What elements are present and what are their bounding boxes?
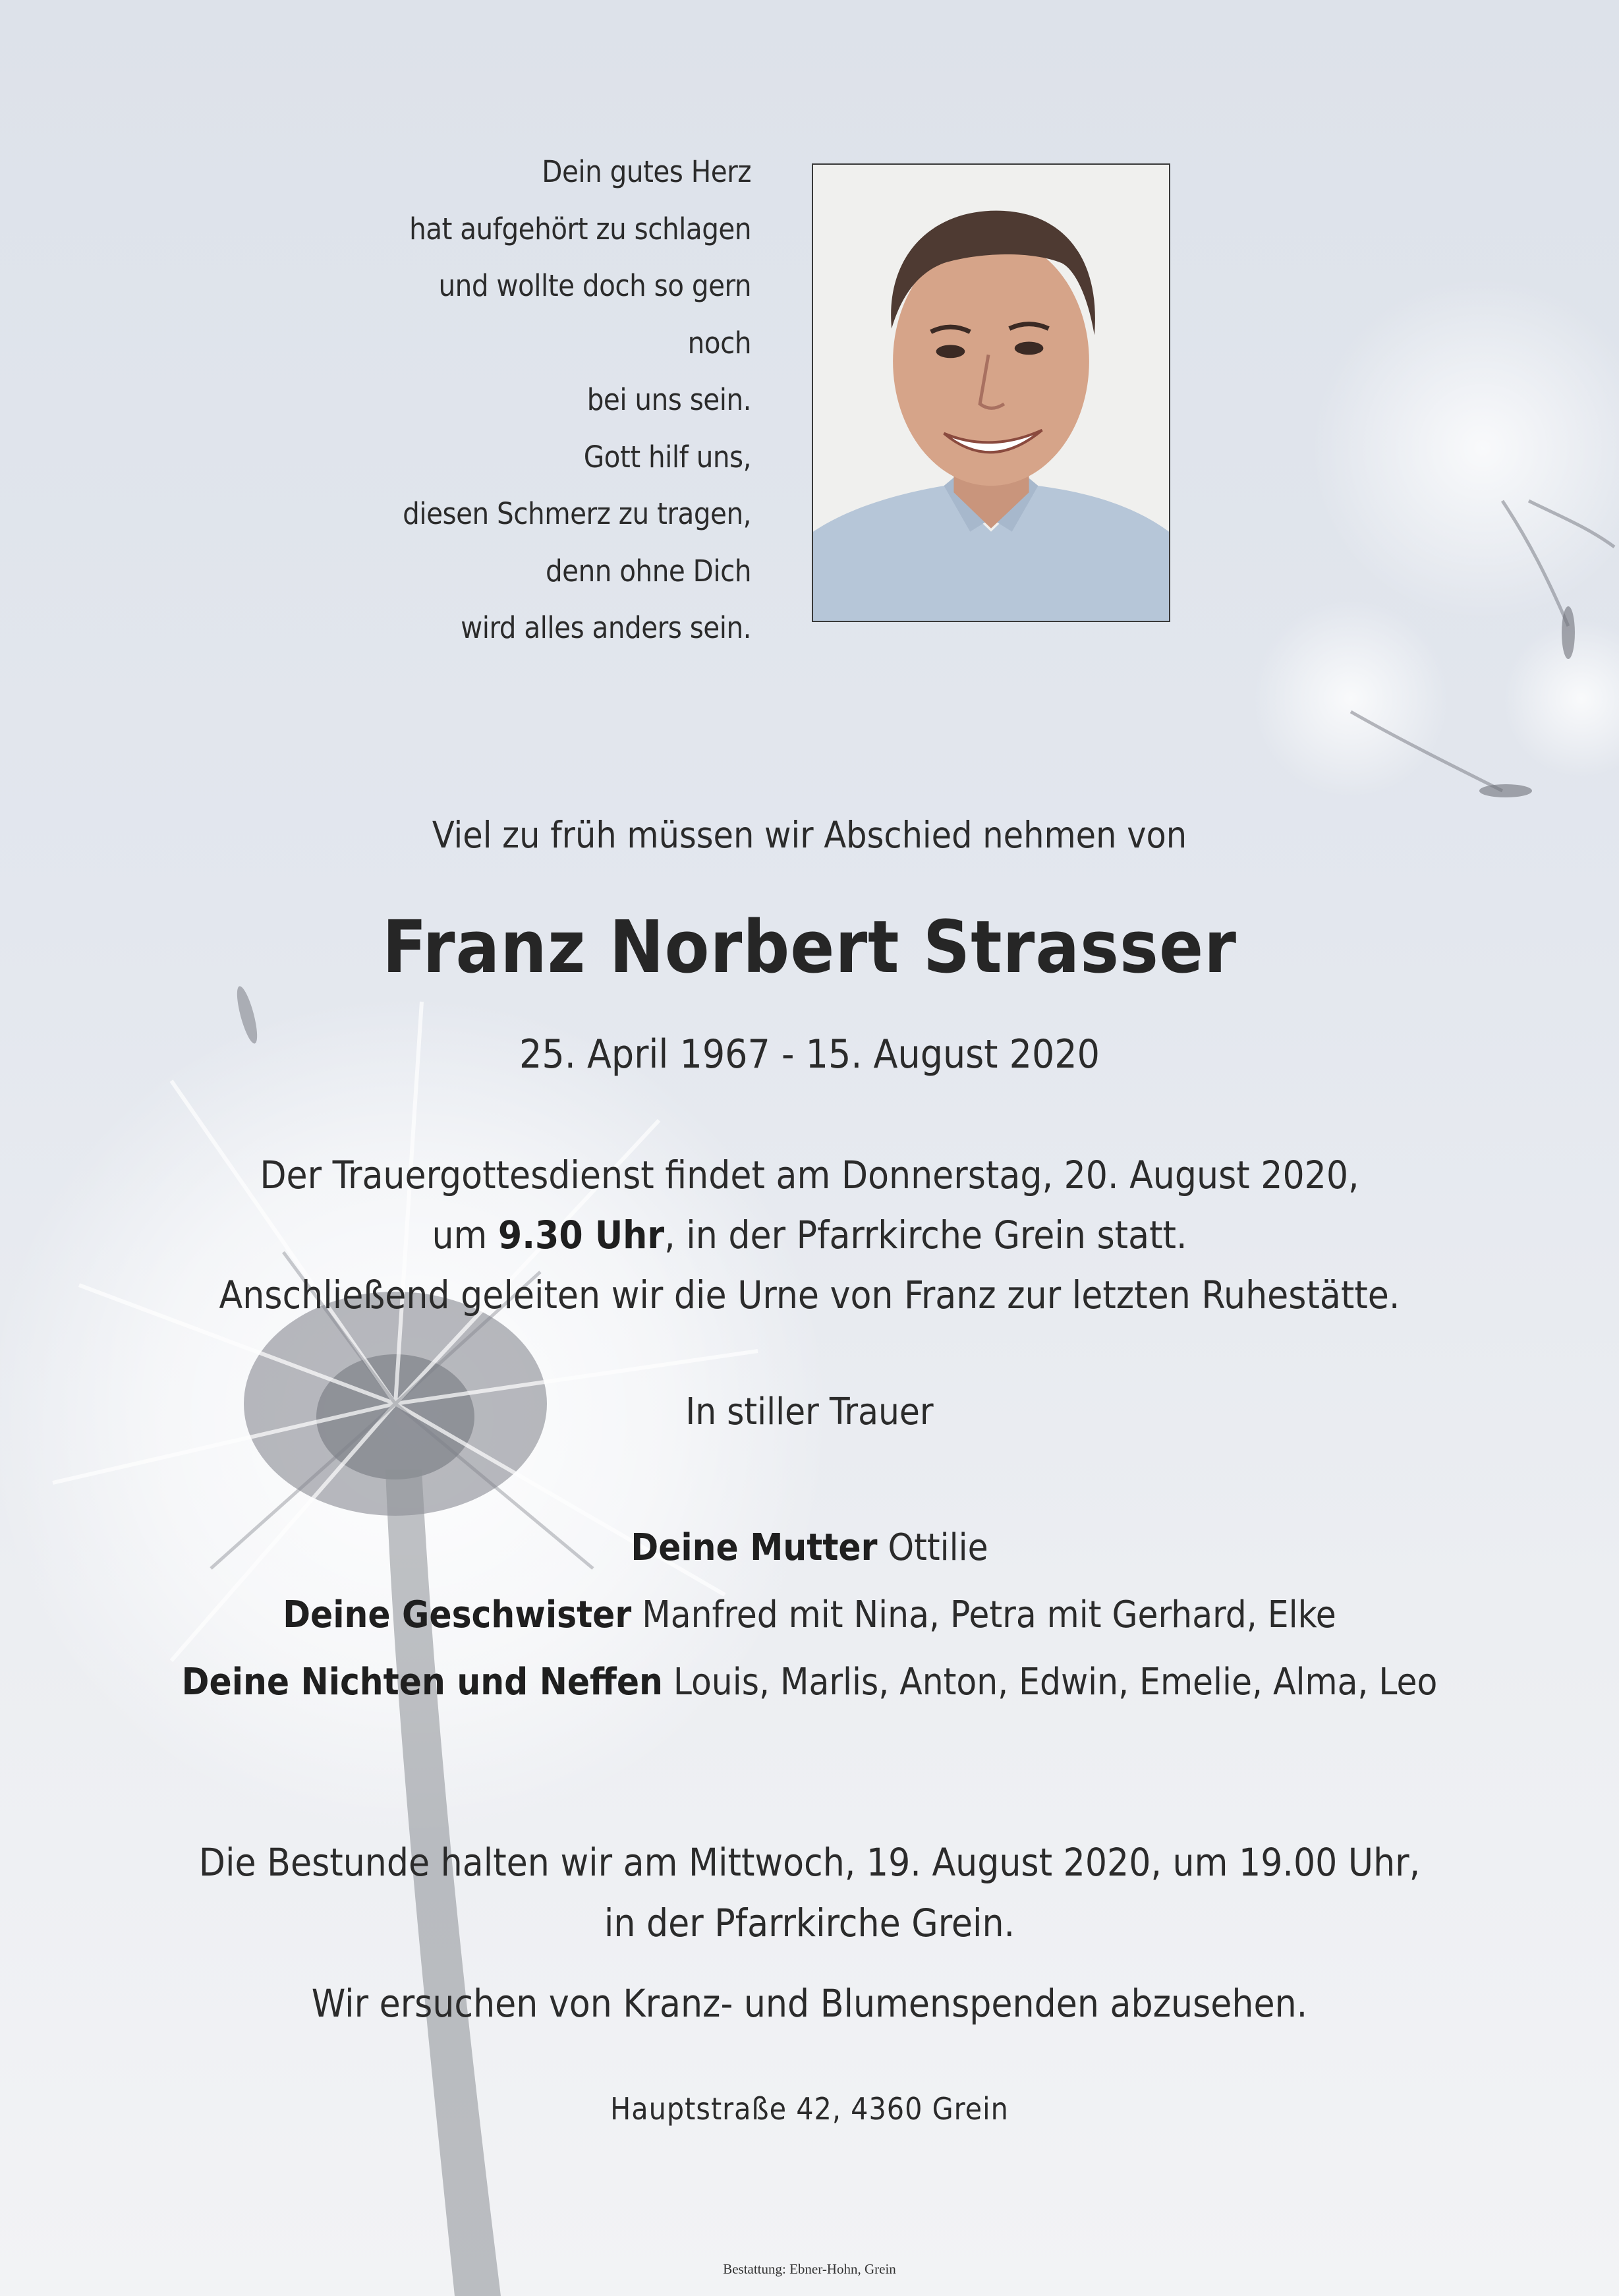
family-list <box>0 1514 1619 1716</box>
mourning-label: In stiller Trauer <box>685 1391 934 1433</box>
portrait-photo <box>812 163 1170 622</box>
deceased-name: Franz Norbert Strasser <box>382 905 1237 989</box>
poem-line: Gott hilf uns, <box>583 439 751 474</box>
poem-line: Dein gutes Herz <box>542 154 751 189</box>
life-dates: 25. April 1967 - 15. August 2020 <box>519 1031 1100 1077</box>
poem <box>329 144 751 657</box>
poem-line: und wollte doch so gern <box>438 268 751 303</box>
service-time: 9.30 Uhr <box>497 1213 665 1257</box>
portrait-image <box>813 165 1169 621</box>
family-row <box>0 1649 1619 1716</box>
wake-line-1: Die Bestunde halten wir am Mittwoch, 19. August 2020, um 19.00 Uhr, <box>198 1840 1421 1885</box>
family-names: Louis, Marlis, Anton, Edwin, Emelie, Alma, Leo <box>662 1661 1438 1704</box>
family-relation: Deine Nichten und Neffen <box>181 1661 663 1704</box>
wake-info <box>0 1832 1619 1953</box>
poem-line: hat aufgehört zu schlagen <box>409 211 751 246</box>
poem-line: denn ohne Dich <box>545 553 751 588</box>
service-line-2 <box>0 1205 1619 1265</box>
service-time-prefix: um <box>432 1213 498 1257</box>
poem-line: diesen Schmerz zu tragen, <box>403 496 751 531</box>
family-relation: Deine Mutter <box>631 1526 878 1569</box>
poem-line: noch <box>687 325 751 360</box>
service-location: , in der Pfarrkirche Grein statt. <box>664 1213 1187 1257</box>
funeral-service-info <box>0 1145 1619 1325</box>
family-names: Ottilie <box>877 1526 988 1569</box>
wake-line-2: in der Pfarrkirche Grein. <box>604 1901 1015 1945</box>
poem-line: bei uns sein. <box>586 382 751 417</box>
service-line-1: Der Trauergottesdienst findet am Donnerstag, 20. August 2020, <box>260 1153 1359 1197</box>
family-address: Hauptstraße 42, 4360 Grein <box>610 2091 1009 2127</box>
service-line-3: Anschließend geleiten wir die Urne von Franz zur letzten Ruhestätte. <box>219 1273 1400 1317</box>
family-names: Manfred mit Nina, Petra mit Gerhard, Elke <box>631 1593 1336 1636</box>
family-row <box>0 1514 1619 1582</box>
poem-line: wird alles anders sein. <box>461 610 751 645</box>
intro-text: Viel zu früh müssen wir Abschied nehmen von <box>432 814 1187 856</box>
donation-request: Wir ersuchen von Kranz- und Blumenspenden abzusehen. <box>311 1981 1308 2026</box>
undertaker-credit: Bestattung: Ebner-Hohn, Grein <box>723 2261 896 2277</box>
family-row <box>0 1582 1619 1649</box>
family-relation: Deine Geschwister <box>283 1593 632 1636</box>
